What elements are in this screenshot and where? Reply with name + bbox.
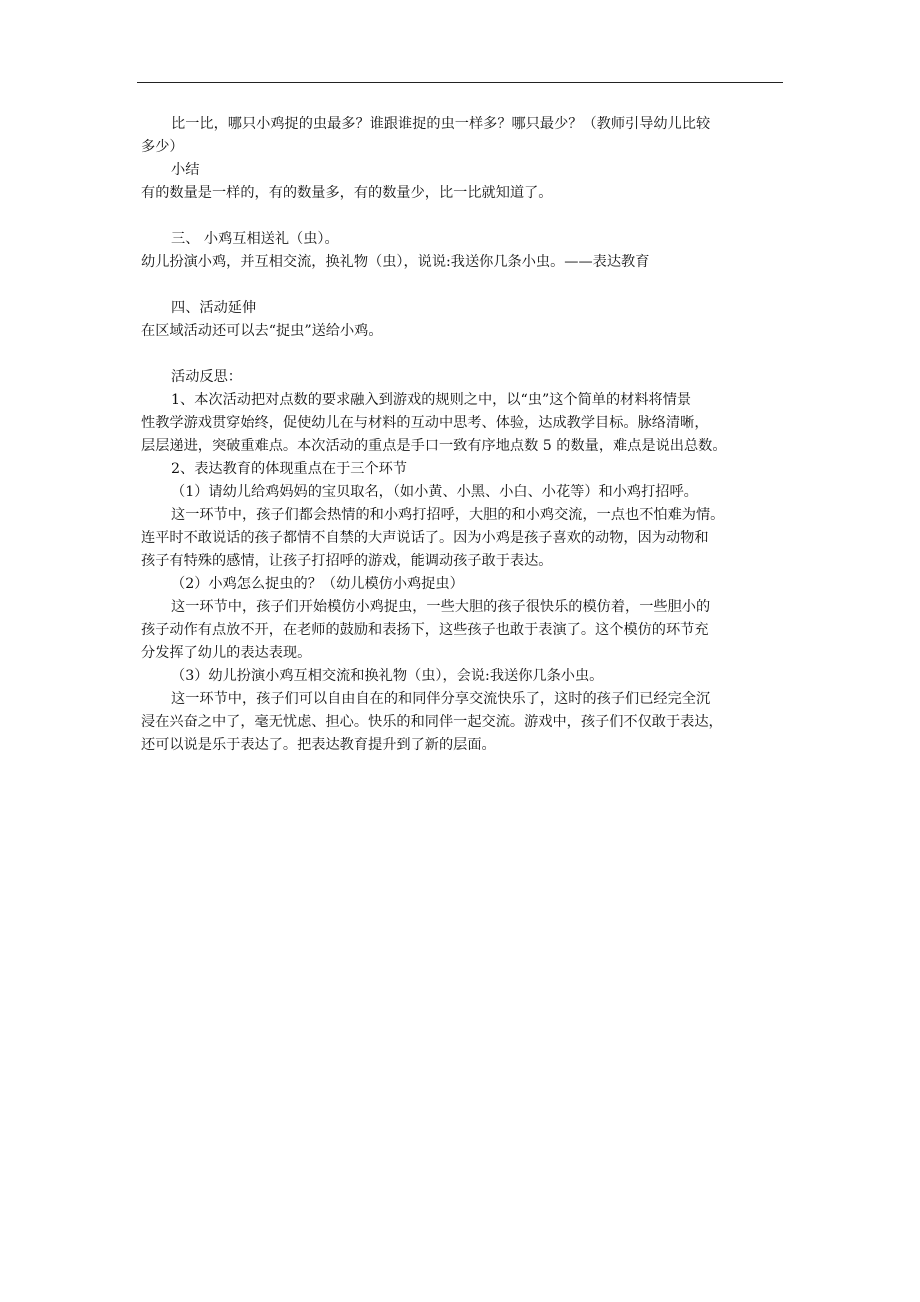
- step-2-line-2: 孩子动作有点放不开，在老师的鼓励和表扬下，这些孩子也敢于表演了。这个模仿的环节充: [141, 622, 709, 638]
- compare-question-line-2: 多少）: [141, 139, 184, 155]
- step-1-line-1: 这一环节中，孩子们都会热情的和小鸡打招呼，大胆的和小鸡交流，一点也不怕难为情。: [171, 507, 725, 523]
- step-1-title: （1）请幼儿给鸡妈妈的宝贝取名，（如小黄、小黑、小白、小花等）和小鸡打招呼。: [171, 484, 698, 500]
- spacer: [141, 343, 787, 366]
- reflection-title: 活动反思：: [171, 369, 242, 385]
- step-2-title: （2）小鸡怎么捉虫的？（幼儿模仿小鸡捉虫）: [171, 576, 464, 592]
- spacer: [141, 205, 787, 228]
- step-2-line-3: 分发挥了幼儿的表达表现。: [141, 645, 312, 661]
- section-4-title: 四、活动延伸: [171, 300, 257, 316]
- summary-title: 小结: [171, 162, 200, 178]
- step-2-line-1: 这一环节中，孩子们开始模仿小鸡捉虫，一些大胆的孩子很快乐的模仿着，一些胆小的: [171, 599, 711, 615]
- step-1-line-2: 连平时不敢说话的孩子都情不自禁的大声说话了。因为小鸡是孩子喜欢的动物，因为动物和: [141, 530, 709, 546]
- section-4-text: 在区域活动还可以去“捉虫”送给小鸡。: [141, 323, 383, 339]
- summary-text: 有的数量是一样的，有的数量多，有的数量少，比一比就知道了。: [141, 185, 553, 201]
- compare-question-line-1: 比一比，哪只小鸡捉的虫最多？谁跟谁捉的虫一样多？哪只最少？（教师引导幼儿比较: [171, 116, 711, 132]
- reflection-1-line-3: 层层递进，突破重难点。本次活动的重点是手口一致有序地点数 5 的数量，难点是说出总数。: [141, 438, 727, 454]
- step-3-line-2: 浸在兴奋之中了，毫无忧虑、担心。快乐的和同伴一起交流。游戏中，孩子们不仅敢于表达，: [141, 714, 723, 730]
- spacer: [141, 274, 787, 297]
- reflection-1-line-1: 1、本次活动把对点数的要求融入到游戏的规则之中，以“虫”这个简单的材料将情景: [171, 392, 692, 408]
- step-3-title: （3）幼儿扮演小鸡互相交流和换礼物（虫），会说:我送你几条小虫。: [171, 668, 604, 684]
- reflection-1-line-2: 性教学游戏贯穿始终，促使幼儿在与材料的互动中思考、体验，达成教学目标。脉络清晰，: [141, 415, 709, 431]
- step-3-line-3: 还可以说是乐于表达了。把表达教育提升到了新的层面。: [141, 737, 496, 753]
- document-body: [141, 113, 787, 757]
- step-3-line-1: 这一环节中，孩子们可以自由自在的和同伴分享交流快乐了，这时的孩子们已经完全沉: [171, 691, 711, 707]
- section-3-title: 三、 小鸡互相送礼（虫）。: [171, 231, 339, 247]
- header-rule: [137, 82, 783, 83]
- section-3-text: 幼儿扮演小鸡，并互相交流，换礼物（虫），说说:我送你几条小虫。——表达教育: [141, 254, 650, 270]
- reflection-2-title: 2、表达教育的体现重点在于三个环节: [171, 461, 408, 477]
- step-1-line-3: 孩子有特殊的感情，让孩子打招呼的游戏，能调动孩子敢于表达。: [141, 553, 553, 569]
